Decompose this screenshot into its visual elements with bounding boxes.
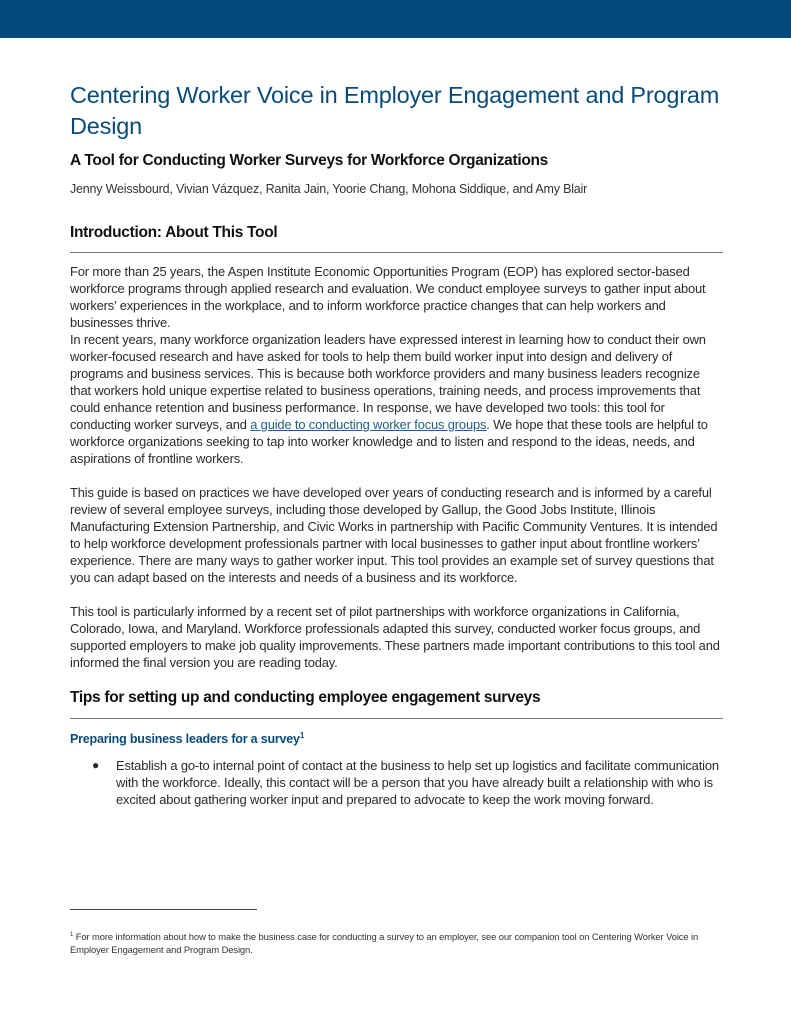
focus-groups-guide-link[interactable]: a guide to conducting worker focus groups bbox=[250, 417, 487, 432]
subheading-text: Preparing business leaders for a survey bbox=[70, 732, 300, 746]
footnote-ref[interactable]: 1 bbox=[299, 730, 305, 740]
intro-paragraph-4: This tool is particularly informed by a recent set of pilot partnerships with workforce organizations in California, Colorado, Iowa, and Maryland. Workforce professionals adapted this survey, conducted worker focus groups, and supported employers to make job quality improvements. These partners made important contributions to this tool and informed the final version you are reading today. bbox=[70, 604, 720, 670]
section-heading-tips: Tips for setting up and conducting employee engagement surveys bbox=[70, 689, 541, 706]
header-bar bbox=[0, 0, 791, 38]
paragraph-text: In recent years, many workforce organization leaders have expressed interest in learning how to conduct their own worker-focused research and have asked for tools to help them build worker input into design and delivery of programs and business services. This is because both workforce providers and many business leaders recognize that workers hold unique expertise related to business operations, training needs, and process improvements that could enhance retention and business performance. In response, we have developed two tools: this tool for conducting worker surveys, and bbox=[70, 332, 706, 432]
section-divider bbox=[70, 252, 723, 253]
footnote-divider bbox=[70, 909, 257, 910]
footnote-text: For more information about how to make the business case for conducting a survey to an employer, see our companion tool on Centering Worker Voice in Employer Engagement and Program Design. bbox=[70, 931, 699, 955]
subheading-preparing-leaders bbox=[70, 732, 304, 746]
document-subtitle: A Tool for Conducting Worker Surveys for Workforce Organizations bbox=[70, 152, 549, 169]
intro-paragraph-1: For more than 25 years, the Aspen Institute Economic Opportunities Program (EOP) has explored sector-based workforce programs through applied research and evaluation. We conduct employee surveys to gather input about workers’ experiences in the workplace, and to inform workforce practice changes that can help workers and businesses thrive. bbox=[70, 264, 706, 330]
list-item-text: Establish a go-to internal point of contact at the business to help set up logistics and facilitate communication with the workforce. Ideally, this contact will be a person that you have already built a relationship with who is excited about gathering worker input and prepared to advocate to keep the work moving forward. bbox=[116, 758, 719, 807]
tips-bullet-list bbox=[70, 757, 723, 808]
list-item bbox=[70, 757, 723, 808]
section-heading-introduction: Introduction: About This Tool bbox=[70, 224, 278, 241]
intro-paragraph-2 bbox=[70, 331, 723, 467]
bullet-icon: ● bbox=[92, 758, 100, 772]
paragraph-text: . We hope that these tools are helpful to workforce organizations seeking to tap into worker knowledge and to listen and respond to the ideas, needs, and aspirations of frontline workers. bbox=[70, 417, 708, 466]
footnote bbox=[70, 930, 723, 956]
footnote-number: 1 bbox=[70, 931, 74, 938]
section-divider bbox=[70, 718, 723, 719]
document-title: Centering Worker Voice in Employer Engagement and Program Design bbox=[70, 82, 720, 139]
author-list: Jenny Weissbourd, Vivian Vázquez, Ranita Jain, Yoorie Chang, Mohona Siddique, and Amy Blair bbox=[70, 182, 588, 196]
intro-paragraph-3: This guide is based on practices we have developed over years of conducting research and is informed by a careful review of several employee surveys, including those developed by Gallup, the Good Jobs Institute, Illinois Manufacturing Extension Partnership, and Civic Works in partnership with Pacific Community Ventures. It is intended to help workforce development professionals partner with local businesses to gather input about frontline workers’ experience. There are many ways to gather worker input. This tool provides an example set of survey questions that you can adapt based on the interests and needs of a business and its workforce. bbox=[70, 485, 718, 585]
